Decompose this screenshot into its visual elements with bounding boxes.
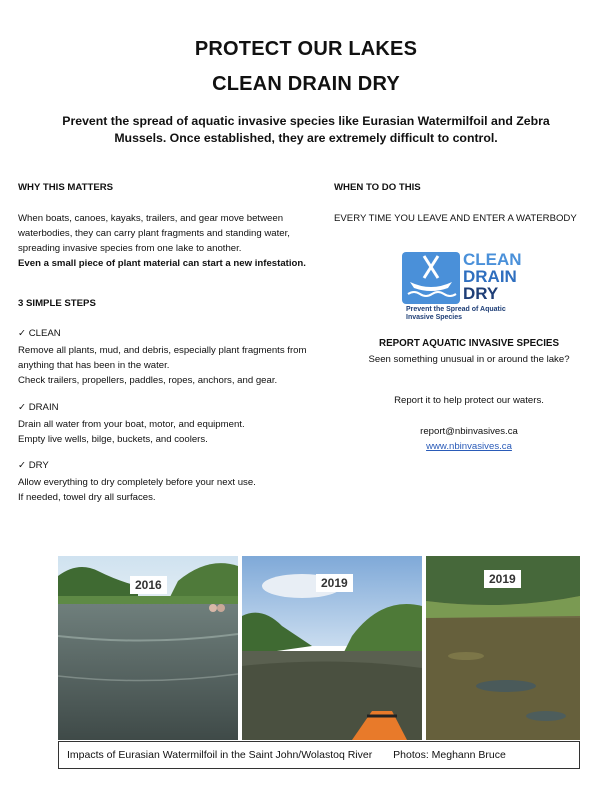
photo-2016 <box>58 556 238 740</box>
step-drain <box>18 400 328 447</box>
step-clean-line: Check trailers, propellers, paddles, ropes, anchors, and gear. <box>18 375 278 386</box>
boat-logo-icon <box>402 252 460 304</box>
logo-tagline <box>406 306 506 322</box>
logo-tagline-1: Prevent the Spread of Aquatic <box>406 306 506 313</box>
report-email[interactable]: report@nbinvasives.ca <box>420 426 518 437</box>
step-drain-label: ✓ DRAIN <box>18 402 59 413</box>
photo-caption-box <box>58 741 580 769</box>
why-body <box>18 211 328 271</box>
page-title: PROTECT OUR LAKES <box>194 38 418 60</box>
report-action: Report it to help protect our waters. <box>394 395 544 406</box>
report-website-wrap <box>334 439 604 454</box>
step-clean <box>18 326 328 388</box>
logo-tagline-2: Invasive Species <box>406 314 463 321</box>
photo-2019-a <box>242 556 422 740</box>
photo-year-label: 2019 <box>484 570 521 588</box>
when-body: EVERY TIME YOU LEAVE AND ENTER A WATERBODY <box>334 213 577 224</box>
page-subtitle: CLEAN DRAIN DRY <box>212 73 400 95</box>
when-heading: WHEN TO DO THIS <box>334 182 421 193</box>
why-emphasis: Even a small piece of plant material can start a new infestation. <box>18 258 306 269</box>
logo-dry: DRY <box>463 284 499 303</box>
photo-year-label: 2019 <box>316 574 353 592</box>
why-heading: WHY THIS MATTERS <box>18 182 114 193</box>
clean-drain-dry-logo <box>402 252 532 326</box>
step-drain-line: Drain all water from your boat, motor, and equipment. <box>18 419 245 430</box>
step-clean-label: ✓ CLEAN <box>18 328 61 339</box>
step-dry-line: Allow everything to dry completely before your next use. <box>18 477 256 488</box>
step-drain-line: Empty live wells, bilge, buckets, and coolers. <box>18 434 208 445</box>
steps-heading: 3 SIMPLE STEPS <box>18 298 96 309</box>
photo-2019-b <box>426 556 580 740</box>
photo-year-label: 2016 <box>130 576 167 594</box>
intro-text: Prevent the spread of aquatic invasive species like Eurasian Watermilfoil and Zebra Mussels. Once established, they are extremely difficult to control. <box>62 114 550 145</box>
photo-credit: Photos: Meghann Bruce <box>393 749 506 761</box>
photo-caption: Impacts of Eurasian Watermilfoil in the Saint John/Wolastoq River <box>67 749 373 761</box>
step-dry <box>18 458 328 505</box>
logo-drain: DRAIN <box>463 267 517 286</box>
report-website-link[interactable]: www.nbinvasives.ca <box>426 441 512 452</box>
report-heading: REPORT AQUATIC INVASIVE SPECIES <box>379 338 559 349</box>
step-clean-line: Remove all plants, mud, and debris, especially plant fragments from anything that has been in the water. <box>18 345 307 371</box>
report-question: Seen something unusual in or around the lake? <box>368 354 570 365</box>
logo-clean: CLEAN <box>463 250 522 269</box>
step-dry-line: If needed, towel dry all surfaces. <box>18 492 156 503</box>
why-body-text: When boats, canoes, kayaks, trailers, and gear move between waterbodies, they can carry plant fragments and standing water, spreading invasive species from one lake to another. <box>18 213 290 254</box>
step-dry-label: ✓ DRY <box>18 460 49 471</box>
